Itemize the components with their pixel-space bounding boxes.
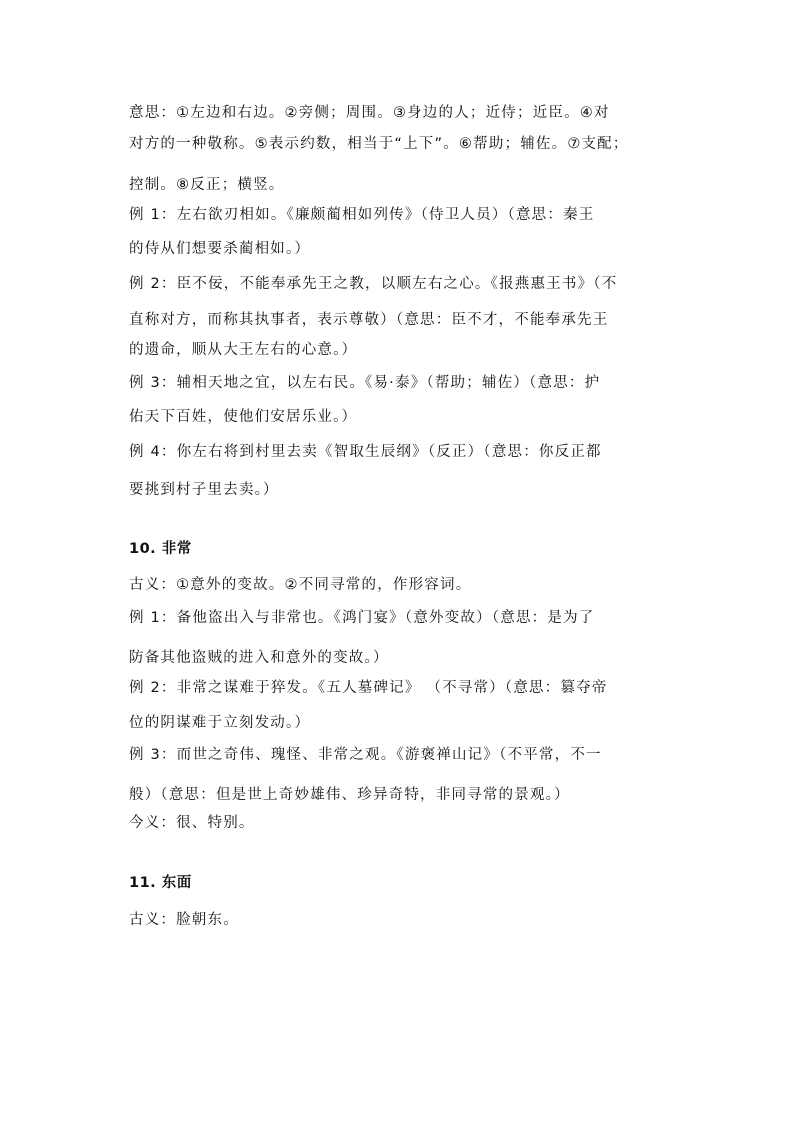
text-line: 例 2：非常之谋难于猝发。《五人墓碑记》 （不寻常）（意思：篡夺帝 (129, 680, 608, 696)
text-line: 佑天下百姓，使他们安居乐业。） (129, 409, 358, 425)
text-line: 防备其他盗贼的进入和意外的变故。） (129, 650, 389, 666)
text-line: 要挑到村子里去卖。） (129, 482, 279, 498)
text-line: 意思：①左边和右边。②旁侧；周围。③身边的人；近侍；近臣。④对 (129, 105, 610, 121)
text-line: 例 3：而世之奇伟、瑰怪、非常之观。《游褒禅山记》（不平常，不一 (129, 747, 602, 763)
text-line: 今义：很、特别。 (129, 815, 255, 831)
text-line: 般）（意思：但是世上奇妙雄伟、珍异奇特，非同寻常的景观。） (129, 787, 570, 803)
text-line: 例 1：左右欲刃相如。《廉颇蔺相如列传》（侍卫人员）（意思：秦王 (129, 207, 595, 223)
text-line: 例 3：辅相天地之宜，以左右民。《易·泰》（帮助；辅佐）（意思：护 (129, 375, 601, 391)
text-line: 的遗命，顺从大王左右的心意。） (129, 342, 358, 358)
text-line: 对方的一种敬称。⑤表示约数，相当于“上下”。⑥帮助；辅佐。⑦支配； (129, 136, 629, 152)
text-line: 的侍从们想要杀蔺相如。） (129, 241, 311, 257)
text-line: 例 1：备他盗出入与非常也。《鸿门宴》（意外变故）（意思：是为了 (129, 610, 595, 626)
text-line: 古义：脸朝东。 (129, 912, 239, 928)
text-line: 位的阴谋难于立刻发动。） (129, 715, 311, 731)
text-line: 控制。⑧反正；横竖。 (129, 177, 285, 193)
section-heading-11: 11. 东面 (129, 875, 192, 891)
text-line: 古义：①意外的变故。②不同寻常的，作形容词。 (129, 577, 472, 593)
text-line: 例 4：你左右将到村里去卖《智取生辰纲》（反正）（意思：你反正都 (129, 444, 602, 460)
text-line: 例 2：臣不佞，不能奉承先王之教，以顺左右之心。《报燕惠王书》（不 (129, 276, 618, 292)
text-line: 直称对方，而称其执事者，表示尊敬）（意思：臣不才，不能奉承先王 (129, 312, 609, 328)
section-heading-10: 10. 非常 (129, 541, 192, 557)
